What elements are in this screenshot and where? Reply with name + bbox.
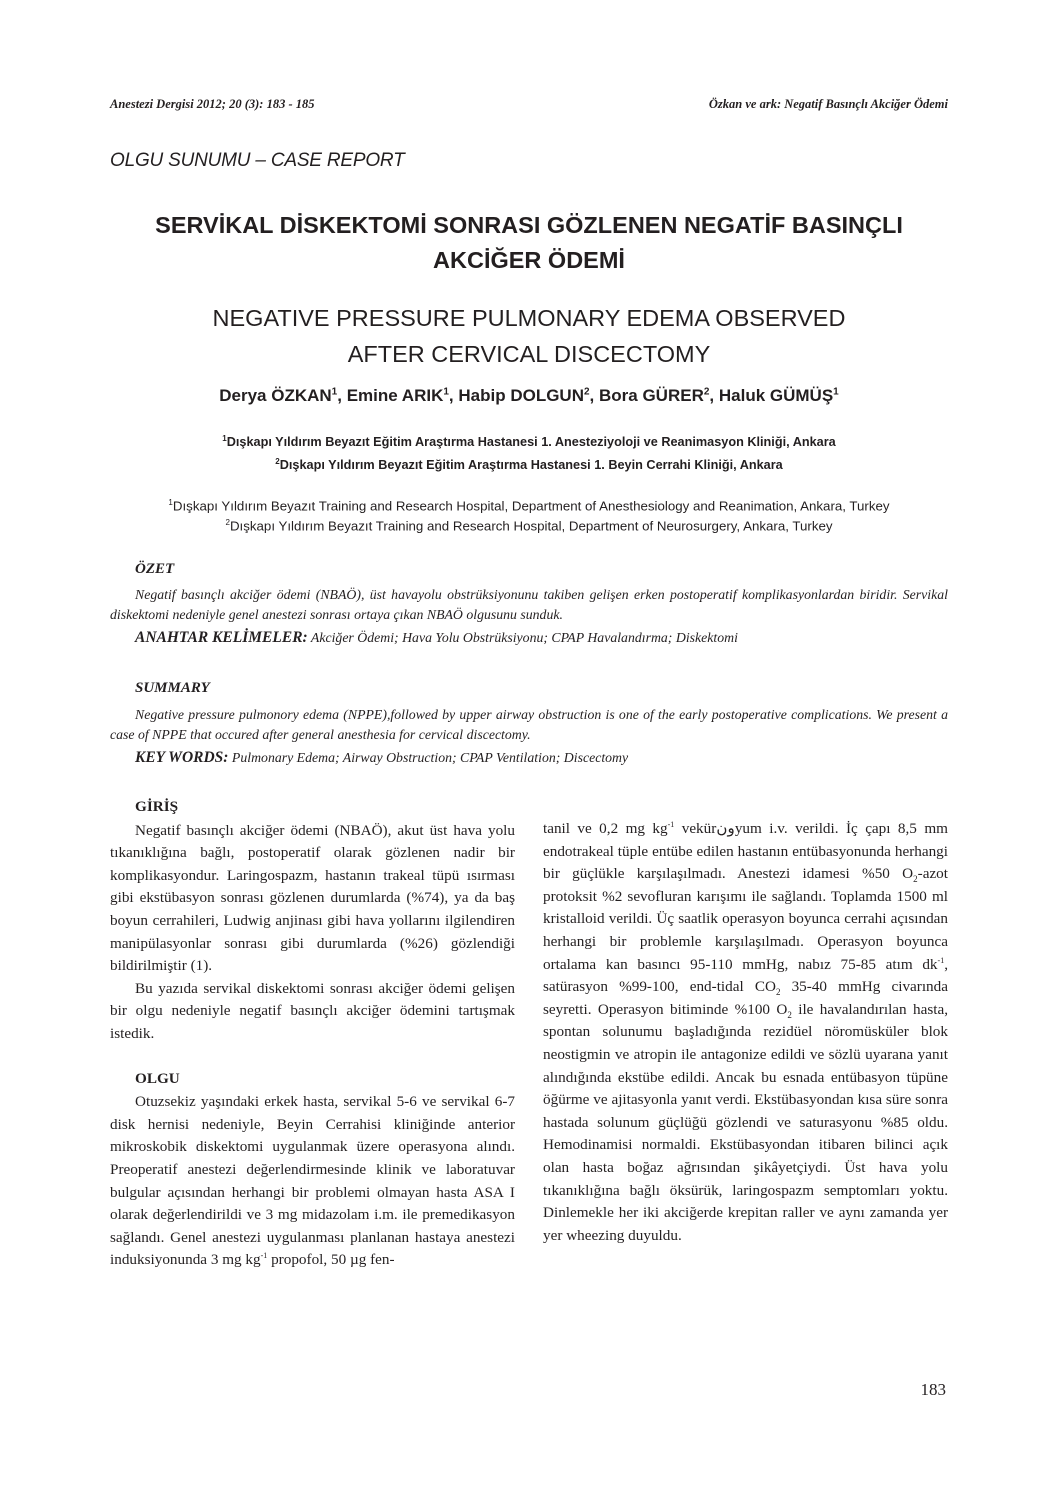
superscript: -1 [260, 1251, 268, 1261]
affiliation-turkish-1 [80, 434, 978, 449]
subscript: 2 [775, 987, 781, 998]
right-text-3: , satürasyon %99-100, end-tidal CO [543, 955, 948, 996]
title-english-line-2: AFTER CERVICAL DISCECTOMY [347, 341, 711, 367]
running-title: Özkan ve ark: Negatif Basınçlı Akciğer Ödemi [708, 97, 948, 111]
author-affiliation: 2 [583, 386, 590, 398]
author-name: Emine ARIK [346, 386, 444, 405]
keywords-label: ANAHTAR KELİMELER: [135, 629, 308, 646]
olgu-text-a: Otuzsekiz yaşındaki erkek hasta, servikal 5-6 ve servikal 6-7 disk hernisi nedeniyle, Beyin Cerrahisi kliniğinde anterior mikroskobik diskektomi uygulanmak üzere operasyona alındı. Preoperatif anestezi değerlendirmesinde klinik ve laboratuvar bulgular açısından herhangi bir problemi olmayan hasta ASA I olarak değerlendirildi ve 3 mg midazolam i.m. ile premedikasyon sağlandı. Genel anestezi uygulanması planlanan hastaya anestezi induksiyonunda 3 mg kg [110, 1093, 515, 1269]
author-name: Haluk GÜMÜŞ [718, 386, 834, 405]
journal-citation: Anestezi Dergisi 2012; 20 (3): 183 - 185 [110, 97, 315, 111]
ozet-text: Negatif basınçlı akciğer ödemi (NBAÖ), üst havayolu obstrüksiyonunu takiben gelişen erken postoperatif komplikasyonlardan biridir. Servikal diskektomi nedeniyle genel anestezi sonrası ortaya çıkan NBAÖ olgusunu sunduk. [110, 587, 948, 622]
affiliation-number: 2 [275, 457, 280, 466]
affiliation-text: Dışkapı Yıldırım Beyazıt Training and Research Hospital, Department of Anesthesiology and Reanimation, Ankara, Turkey [172, 498, 890, 514]
olgu-paragraph-continued: tanil ve 0,2 mg $kg^{-1}$ vekürونyum i.v. verildi. İç çapı 8,5 mm endotrakeal tüple entübe edilen hastanın entübasyonunda herhangi bir güçlükle karşılaşılmadı. Anestezi idamesi %50 $O_2$-azot protoksit %2 sevofluran karışımı ile sağlandı. Toplamda 1500 ml kristalloid verildi. Üç saatlik operasyon boyunca cerrahi açısından herhangi bir problemle karşılaşılmadı. Operasyon boyunca ortalama kan basıncı 95-110 mmHg, nabız 75-85 atım $dk^{-1}$, satürasyon %99-100, end-tidal $CO_2$ 35-40 mmHg civarında seyretti. Operasyon bitiminde %100 $O_2$ ile havalandırılan hasta, spontan solunumu başladığında rezidüel nöromüsküler blok neostigmin ve atropin ile antagonize edildi ve sözlü uyarana yanıt alındığında ekstübe edildi. Ancak bu esnada entübasyon tüpüne öğürme ve ajitasyonla yanıt verdi. Ekstübasyondan kısa süre sonra hastada solunum güçlüğü gözlendi ve saturasyonu %85 oldu. Hemodinamisi normaldi. Ekstübasyondan itibaren bilinci açık olan hasta boğaz ağrısından şikâyetçiydi. Üst hava yolu tıkanıklığına bağlı öksürük, laringospazm semptomları yoktu. Dinlemekle her iki akciğerde krepitan raller ve aynı zamanda yer yer wheezing duyuldu. [543, 819, 948, 1244]
author-affiliation: 1 [443, 386, 449, 398]
olgu-paragraph-1 [110, 1091, 515, 1272]
right-text-5: ile havalandırılan hasta, spontan solunumu başladığında rezidüel nöromüsküler blok neostigmin ve atropin ile antagonize edildi ve sözlü uyarana yanıt alındığında ekstübe edildi. Ancak bu esnada entübasyon tüpüne öğürme ve ajitasyonla yanıt verdi. Ekstübasyondan kısa süre sonra hastada solunum güçlüğü gözlendi ve saturasyonu %85 oldu. Hemodinamisi normaldi. Ekstübasyondan itibaren bilinci açık olan hasta boğaz ağrısından şikâyetçiydi. Üst hava yolu tıkanıklığına bağlı öksürük, laringospazm semptomları yoktu. Dinlemekle her iki akciğerde krepitan raller ve aynı zamanda yer yer wheezing duyuldu. [543, 1000, 948, 1244]
keywords-label: KEY WORDS: [135, 749, 229, 766]
giris-heading: GİRİŞ [135, 798, 179, 815]
right-text-2: -azot protoksit %2 sevofluran karışımı ile sağlandı. Toplamda 1500 ml kristalloid verildi. Üç saatlik operasyon boyunca cerrahi açısından herhangi bir problemle karşılaşılmadı. Operasyon boyunca ortalama kan basıncı 95-110 mmHg, nabız 75-85 atım dk [543, 865, 948, 973]
summary-heading: SUMMARY [135, 680, 210, 696]
superscript: -1 [937, 955, 945, 965]
title-english-line-1: NEGATIVE PRESSURE PULMONARY EDEMA OBSERVED [212, 305, 846, 331]
keywords-text: Akciğer Ödemi; Hava Yolu Obstrüksiyonu; CPAP Havalandırma; Diskektomi [310, 630, 738, 645]
section-label: OLGU SUNUMU – CASE REPORT [110, 150, 405, 171]
page-number: 183 [920, 1380, 946, 1399]
affiliation-text: Dışkapı Yıldırım Beyazıt Eğitim Araştırma Hastanesi 1. Anesteziyoloji ve Reanimasyon Kliniği, Ankara [226, 435, 836, 450]
affiliation-number: 2 [225, 518, 230, 527]
summary-keywords [135, 749, 628, 767]
subscript: 2 [913, 874, 918, 885]
ozet-keywords [135, 629, 738, 647]
author-name: Bora GÜRER [599, 386, 704, 405]
keywords-text: Pulmonary Edema; Airway Obstruction; CPAP Ventilation; Discectomy [231, 750, 629, 765]
title-turkish-line-1: SERVİKAL DİSKEKTOMİ SONRASI GÖZLENEN NEGATİF BASINÇLI [155, 212, 903, 238]
subscript: 2 [787, 1009, 792, 1020]
affiliation-text: Dışkapı Yıldırım Beyazıt Training and Research Hospital, Department of Neurosurgery, Ankara, Turkey [229, 518, 833, 534]
right-text-1: İç çapı 8,5 mm endotrakeal tüple entübe edilen hastanın entübasyonunda herhangi bir güçlükle karşılaşılmadı. Anestezi idamesi %50 O [543, 820, 948, 883]
superscript: -1 [667, 819, 675, 829]
author-name: Habip DOLGUN [458, 386, 584, 405]
affiliation-text: Dışkapı Yıldırım Beyazıt Eğitim Araştırma Hastanesi 1. Beyin Cerrahi Kliniği, Ankara [279, 458, 783, 473]
author-affiliation: 2 [703, 386, 710, 398]
title-turkish [80, 208, 978, 278]
ozet-heading: ÖZET [135, 561, 175, 577]
giris-paragraph-2: Bu yazıda servikal diskektomi sonrası akciğer ödemi gelişen bir olgu nedeniyle negatif basınçlı akciğer ödemini tartışmak istedik. [110, 979, 515, 1042]
author-name: Derya ÖZKAN [219, 386, 332, 405]
affiliation-english-2 [80, 518, 978, 533]
right-text-4: 35-40 mmHg civarında seyretti. Operasyon bitiminde %100 O [543, 978, 948, 1018]
affiliation-english-1 [80, 498, 978, 513]
title-english [80, 300, 978, 372]
title-turkish-line-2: AKCİĞER ÖDEMİ [433, 247, 625, 273]
olgu-text-b: propofol, 50 µg fen- [267, 1251, 395, 1269]
affiliation-number: 1 [222, 434, 227, 443]
body-column-right [543, 818, 948, 1247]
author-affiliation: 1 [833, 386, 839, 398]
author-list: Derya ÖZKAN$^1$, Emine ARIK$^1$, Habip DOLGUN$^2$, Bora GÜRER$^2$, Haluk GÜMÜŞ$^1$ [219, 386, 839, 405]
author-affiliation: 1 [331, 386, 338, 398]
affiliation-number: 1 [168, 498, 173, 507]
body-column-left [110, 796, 515, 1272]
giris-paragraph-1: Negatif basınçlı akciğer ödemi (NBAÖ), akut üst hava yolu tıkanıklığına bağlı, postoperatif olarak gözlenen nadir bir komplikasyondur. Laringospazm, hastanın trakeal tüpü ısırması gibi ekstübasyon sonrası gözlenen durumlarda (%74), ya da baş boyun cerrahileri, Ludwig anjinası gibi hava yollarını ilgilendiren manipülasyonlar sonrası gibi durumlarda (%26) gözlendiği bildirilmiştir (1). [110, 821, 515, 975]
affiliation-turkish-2 [80, 457, 978, 472]
olgu-heading: OLGU [135, 1069, 180, 1087]
summary-text: Negative pressure pulmonory edema (NPPE),followed by upper airway obstruction is one of the early postoperative complications. We present a case of NPPE that occured after general anesthesia for cervical discectomy. [110, 707, 948, 742]
